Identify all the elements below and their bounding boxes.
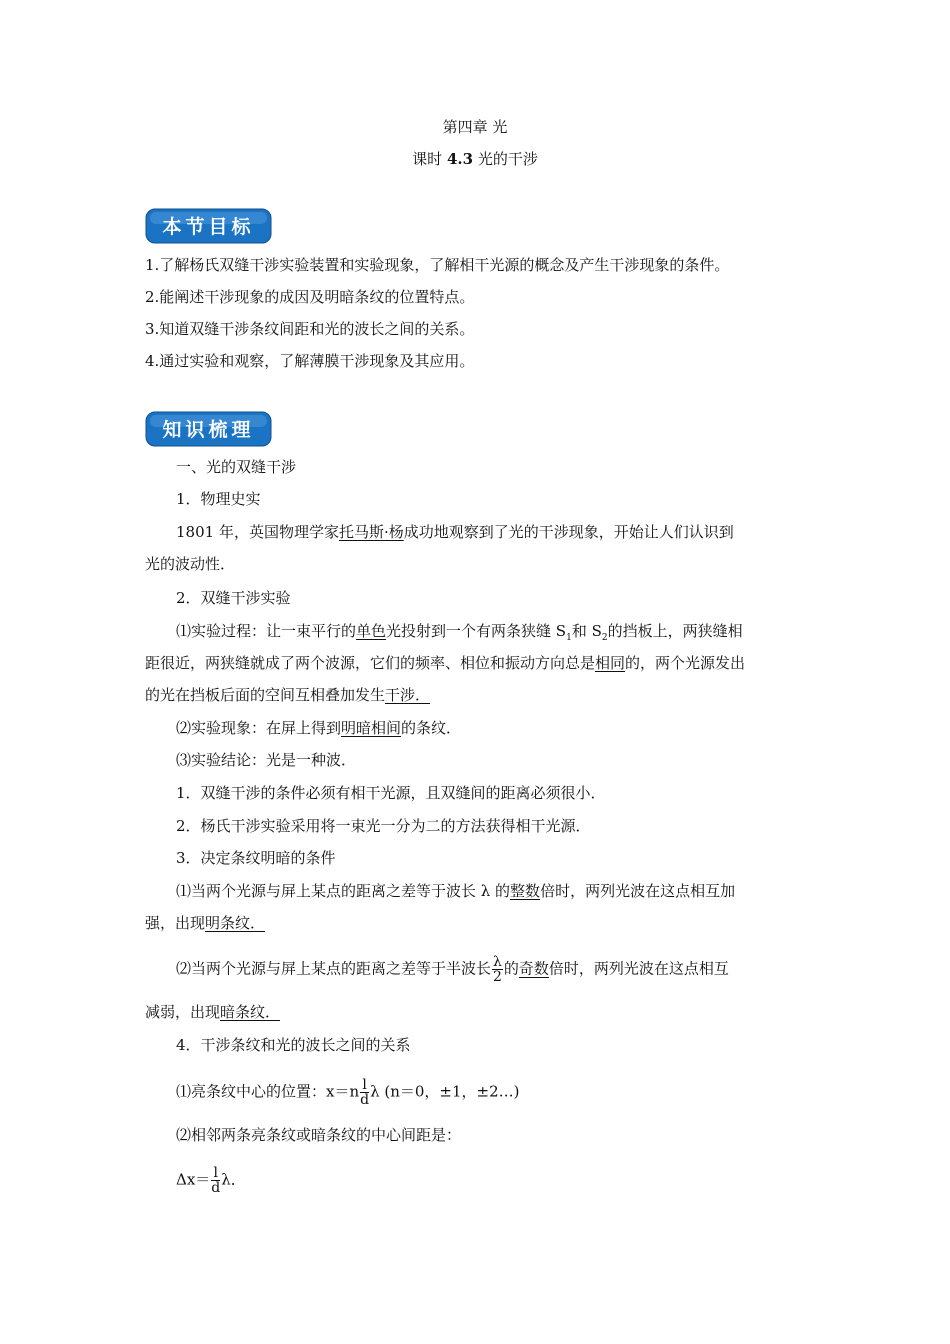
bright-line-2: [145, 912, 265, 934]
dark-text: 减弱，出现: [145, 1003, 221, 1021]
process-text: 的，两个光源发出: [625, 654, 746, 672]
odd-term: 奇数: [518, 959, 549, 978]
process-text: ⑴实验过程：让一束平行的: [176, 622, 357, 640]
process-line-3: [145, 684, 430, 706]
interference-term: 干涉．: [385, 686, 431, 704]
phenomenon-line: [176, 717, 461, 739]
fraction-numerator: λ: [493, 954, 502, 970]
history-line-1: [176, 521, 734, 543]
process-text: 和 S: [571, 622, 602, 640]
dark-line-2: [145, 1001, 280, 1023]
fraction-denominator: d: [211, 1180, 221, 1196]
l-over-d-fraction: [211, 1166, 220, 1195]
goal-item: 1.了解杨氏双缝干涉实验装置和实验现象，了解相干光源的概念及产生干涉现象的条件。: [145, 256, 730, 274]
lesson-name: 光的干涉: [473, 150, 538, 168]
process-line-1: [176, 620, 743, 649]
process-line-2: [145, 652, 745, 674]
goal-item: 4.通过实验和观察，了解薄膜干涉现象及其应用。: [145, 352, 475, 370]
goal-item: 2.能阐述干涉现象的成因及明暗条纹的位置特点。: [145, 288, 475, 306]
dark-line-1: [176, 955, 729, 984]
review-banner-text: 知识梳理: [162, 419, 255, 441]
phenomenon-text: 的条纹．: [401, 719, 462, 737]
process-text: 的挡板上，两狭缝相: [607, 622, 743, 640]
note-1: 1．双缝干涉的条件必须有相干光源，且双缝间的距离必须很小．: [176, 784, 606, 802]
history-text: 1801 年，英国物理学家: [176, 523, 339, 541]
formula-text: λ．: [221, 1170, 246, 1189]
dark-text: ⑵当两个光源与屏上某点的距离之差等于半波长: [176, 959, 492, 978]
process-text: 光投射到一个有两条狭缝 S: [386, 622, 567, 640]
history-line-2: 光的波动性．: [145, 555, 236, 573]
subscript: 2: [601, 633, 608, 643]
subheading-experiment: 2．双缝干涉实验: [176, 589, 291, 607]
bright-text: 强，出现: [145, 914, 206, 932]
monochrome-term: 单色: [356, 622, 387, 640]
fraction-numerator: l: [360, 1078, 369, 1093]
process-text: 的光在挡板后面的空间互相叠加发生: [145, 686, 386, 704]
position-formula: [176, 1078, 520, 1107]
lesson-title: [0, 148, 950, 170]
note-2: 2．杨氏干涉实验采用将一束光一分为二的方法获得相干光源．: [176, 817, 591, 835]
bright-text: 倍时，两列光波在这点相互加: [540, 882, 736, 900]
l-over-d-fraction: [360, 1078, 369, 1107]
goals-banner-text: 本节目标: [162, 216, 255, 238]
history-text: 成功地观察到了光的干涉现象，开始让人们认识到: [403, 523, 734, 541]
fraction-numerator: l: [211, 1166, 220, 1181]
half-wavelength-fraction: [492, 955, 503, 984]
bright-fringe-term: 明条纹．: [205, 914, 266, 932]
conclusion-line: ⑶实验结论：光是一种波．: [176, 751, 357, 769]
dark-text: 的: [503, 959, 519, 978]
lesson-prefix: 课时: [412, 150, 447, 168]
dark-text: 倍时，两列光波在这点相互: [548, 959, 729, 978]
same-term: 相同: [595, 654, 626, 672]
bright-line-1: [176, 880, 735, 902]
alternating-term: 明暗相间: [341, 719, 402, 737]
goals-banner: [145, 208, 272, 244]
fraction-denominator: d: [360, 1092, 370, 1108]
phenomenon-text: ⑵实验现象：在屏上得到: [176, 719, 342, 737]
integer-term: 整数: [510, 882, 541, 900]
history-name: 托马斯·杨: [338, 523, 404, 541]
section-heading: 一、光的双缝干涉: [176, 458, 297, 476]
formula-text: ⑴亮条纹中心的位置：x＝n: [176, 1082, 360, 1101]
subscript: 1: [566, 633, 572, 643]
spacing-formula: [176, 1166, 246, 1195]
chapter-title: 第四章 光: [442, 118, 508, 136]
process-text: 距很近，两狭缝就成了两个波源，它们的频率、相位和振动方向总是: [145, 654, 596, 672]
formula-text: λ (n＝0，±1，±2…): [370, 1082, 520, 1101]
fraction-denominator: 2: [492, 969, 502, 985]
dark-fringe-term: 暗条纹．: [220, 1003, 281, 1021]
bright-text: ⑴当两个光源与屏上某点的距离之差等于波长 λ 的: [176, 882, 511, 900]
goal-item: 3.知道双缝干涉条纹间距和光的波长之间的关系。: [145, 320, 475, 338]
review-banner: [145, 411, 272, 447]
formula-text: Δx＝: [176, 1170, 211, 1189]
subheading-conditions: 3．决定条纹明暗的条件: [176, 849, 336, 867]
spacing-line: ⑵相邻两条亮条纹或暗条纹的中心间距是：: [176, 1126, 462, 1144]
subheading-relation: 4．干涉条纹和光的波长之间的关系: [176, 1036, 411, 1054]
subheading-history: 1．物理史实: [176, 490, 261, 508]
lesson-number: 4.3: [446, 150, 474, 168]
